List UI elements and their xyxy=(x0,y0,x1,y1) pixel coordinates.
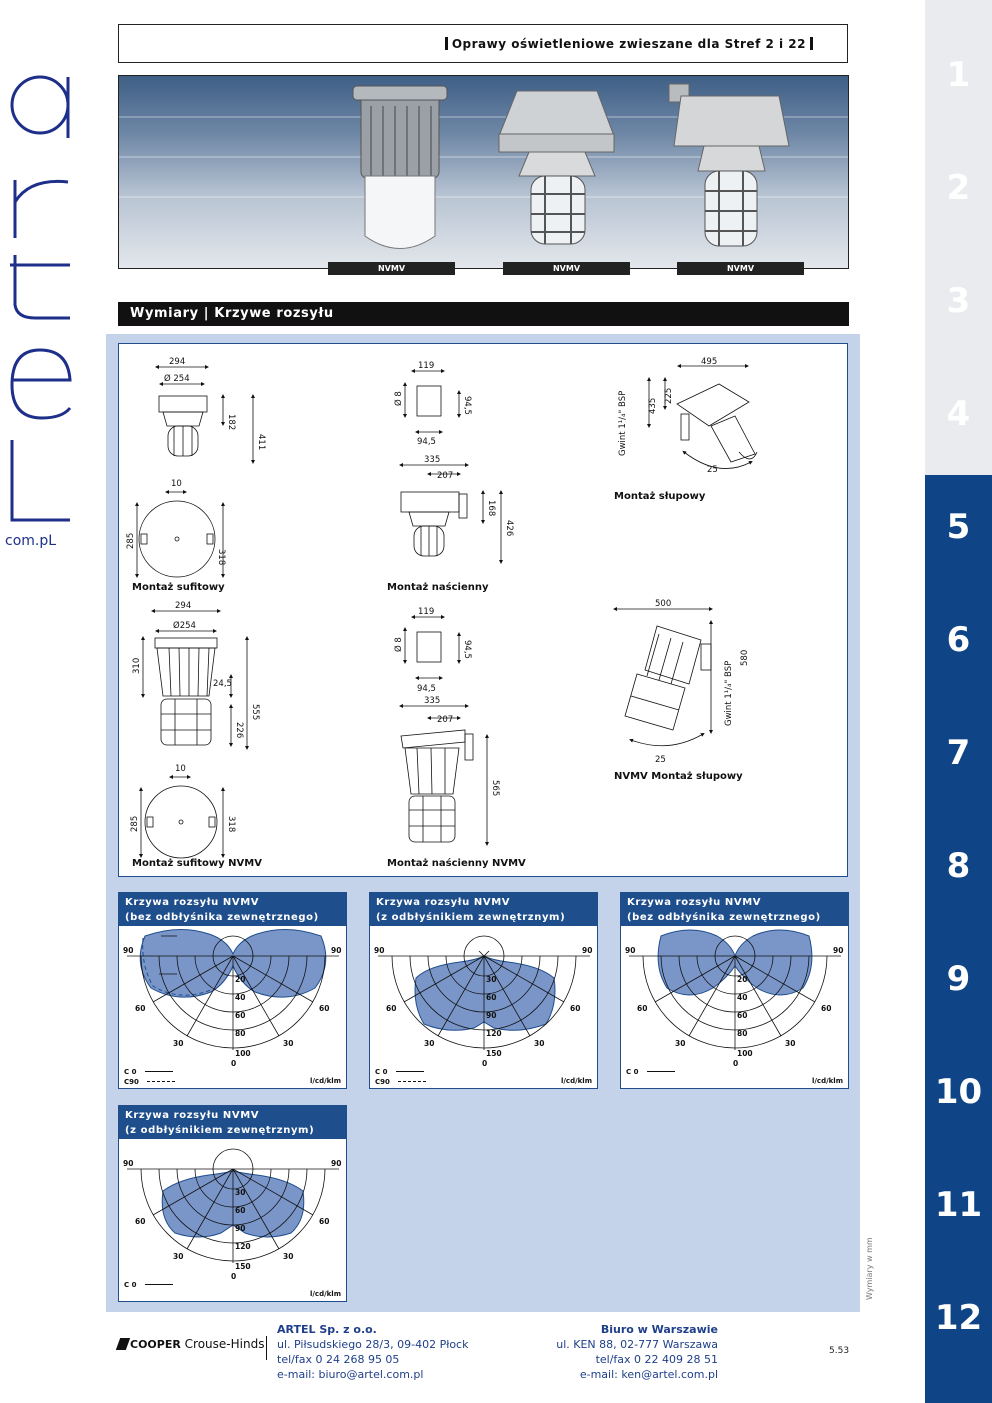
svg-text:94,5: 94,5 xyxy=(417,437,436,447)
warsaw-office-contact: Biuro w Warszawie ul. KEN 88, 02-777 Warszawa tel/fax 0 22 409 28 51 e-mail: ken@artel.com.pl xyxy=(556,1323,718,1381)
svg-text:10: 10 xyxy=(171,479,182,489)
svg-text:Ø254: Ø254 xyxy=(173,621,196,631)
caption-wall: Montaż naścienny xyxy=(387,582,489,593)
legend-c90: C90 xyxy=(375,1078,426,1086)
section-title: Wymiary | Krzywe rozsyłu xyxy=(118,302,849,326)
svg-text:90: 90 xyxy=(235,1224,246,1233)
svg-text:90: 90 xyxy=(331,1159,342,1168)
svg-text:0: 0 xyxy=(231,1059,237,1068)
svg-text:168: 168 xyxy=(486,500,496,517)
caption-pole-nvmv: NVMV Montaż słupowy xyxy=(614,771,743,782)
svg-text:0: 0 xyxy=(482,1059,488,1068)
chapter-tab-8[interactable]: 8 xyxy=(946,846,971,886)
svg-text:119: 119 xyxy=(418,607,435,617)
svg-text:60: 60 xyxy=(235,1206,246,1215)
svg-text:207: 207 xyxy=(437,471,454,481)
legend-c0: C 0 xyxy=(124,1281,173,1289)
svg-text:60: 60 xyxy=(737,1011,748,1020)
svg-text:150: 150 xyxy=(235,1262,251,1271)
polar-chart-title: Krzywa rozsyłu NVMV (bez odbłyśnika zewnętrznego) xyxy=(621,893,848,926)
page-number: 5.53 xyxy=(829,1346,850,1356)
chapter-tab-9[interactable]: 9 xyxy=(946,959,971,999)
chapter-tab-4[interactable]: 4 xyxy=(946,394,971,434)
svg-text:310: 310 xyxy=(132,657,142,674)
svg-text:30: 30 xyxy=(283,1039,294,1048)
svg-text:580: 580 xyxy=(740,649,750,666)
svg-text:90: 90 xyxy=(331,946,342,955)
chapter-tab-7[interactable]: 7 xyxy=(946,733,971,773)
svg-text:30: 30 xyxy=(283,1252,294,1261)
product-photo xyxy=(118,75,849,269)
svg-text:90: 90 xyxy=(486,1011,497,1020)
caption-ceiling-nvmv: Montaż sufitowy NVMV xyxy=(132,858,262,869)
svg-text:60: 60 xyxy=(319,1004,330,1013)
active-tab-band xyxy=(925,475,992,1403)
svg-text:285: 285 xyxy=(130,815,140,832)
product-label-1: NVMV xyxy=(328,262,455,275)
svg-text:30: 30 xyxy=(424,1039,435,1048)
polar-chart-title: Krzywa rozsyłu NVMV (bez odbłyśnika zewnętrznego) xyxy=(119,893,346,926)
page-title: Oprawy oświetleniowe zwieszane dla Stref 2 i 22 xyxy=(451,37,806,51)
svg-text:285: 285 xyxy=(126,532,136,549)
polar-unit: l/cd/klm xyxy=(811,1077,843,1085)
svg-text:30: 30 xyxy=(785,1039,796,1048)
chapter-tab-2[interactable]: 2 xyxy=(946,168,971,208)
svg-text:318: 318 xyxy=(216,549,226,566)
polar-chart-4 xyxy=(118,1105,347,1302)
svg-text:60: 60 xyxy=(235,1011,246,1020)
chapter-tab-12[interactable]: 12 xyxy=(934,1298,983,1338)
svg-text:226: 226 xyxy=(234,722,244,739)
svg-text:30: 30 xyxy=(235,1188,246,1197)
svg-text:318: 318 xyxy=(226,816,236,833)
svg-text:30: 30 xyxy=(675,1039,686,1048)
side-note: Wymiary w mm xyxy=(865,1237,874,1300)
legend-c0: C 0 xyxy=(375,1068,424,1076)
svg-text:24,5: 24,5 xyxy=(213,679,232,689)
svg-text:90: 90 xyxy=(123,946,134,955)
logo-domain: com.pL xyxy=(5,533,57,549)
svg-text:94,5: 94,5 xyxy=(417,684,436,694)
svg-text:30: 30 xyxy=(534,1039,545,1048)
company-contact: ARTEL Sp. z o.o. ul. Piłsudskiego 28/3, 09-402 Płock tel/fax 0 24 268 95 05 e-mail: biuro@artel.com.pl xyxy=(277,1323,469,1381)
svg-text:207: 207 xyxy=(437,715,454,725)
svg-text:40: 40 xyxy=(235,993,246,1002)
svg-text:80: 80 xyxy=(235,1029,246,1038)
svg-text:25: 25 xyxy=(655,755,666,765)
svg-text:60: 60 xyxy=(386,1004,397,1013)
luminaire-1-image xyxy=(353,86,447,249)
drawing-pole-mount-nvmv xyxy=(615,609,711,746)
svg-text:90: 90 xyxy=(374,946,385,955)
svg-text:Ø 8: Ø 8 xyxy=(394,391,404,406)
svg-text:411: 411 xyxy=(256,434,266,451)
svg-text:Gwint 1¹/₄" BSP: Gwint 1¹/₄" BSP xyxy=(724,660,734,726)
chapter-tab-10[interactable]: 10 xyxy=(934,1072,983,1112)
svg-text:30: 30 xyxy=(486,975,497,984)
svg-text:20: 20 xyxy=(235,975,246,984)
chapter-tab-6[interactable]: 6 xyxy=(946,620,971,660)
svg-text:0: 0 xyxy=(231,1272,237,1281)
svg-text:435: 435 xyxy=(648,397,658,414)
polar-unit: l/cd/klm xyxy=(309,1290,341,1298)
product-label-3: NVMV xyxy=(677,262,804,275)
polar-unit: l/cd/klm xyxy=(309,1077,341,1085)
caption-pole: Montaż słupowy xyxy=(614,491,706,502)
svg-text:Ø 8: Ø 8 xyxy=(394,637,404,652)
svg-text:60: 60 xyxy=(135,1217,146,1226)
svg-text:Ø 254: Ø 254 xyxy=(164,374,190,384)
cooper-logo: COOPER Crouse-Hinds xyxy=(118,1337,264,1351)
svg-text:10: 10 xyxy=(175,764,186,774)
legend-c0: C 0 xyxy=(626,1068,675,1076)
svg-text:90: 90 xyxy=(625,946,636,955)
luminaire-2-image xyxy=(499,91,614,244)
svg-text:Gwint 1¹/₄" BSP: Gwint 1¹/₄" BSP xyxy=(618,390,628,456)
svg-text:426: 426 xyxy=(504,520,514,537)
legend-c90: C90 xyxy=(124,1078,175,1086)
svg-text:0: 0 xyxy=(733,1059,739,1068)
svg-text:100: 100 xyxy=(235,1049,251,1058)
svg-text:30: 30 xyxy=(173,1039,184,1048)
dimension-drawings xyxy=(118,343,848,877)
polar-chart-2 xyxy=(369,892,598,1089)
svg-text:80: 80 xyxy=(737,1029,748,1038)
polar-chart-1 xyxy=(118,892,347,1089)
svg-text:60: 60 xyxy=(637,1004,648,1013)
svg-text:60: 60 xyxy=(486,993,497,1002)
drawing-ceiling-mount xyxy=(137,367,253,577)
svg-text:182: 182 xyxy=(226,414,236,431)
artel-logo xyxy=(0,60,80,560)
svg-text:60: 60 xyxy=(135,1004,146,1013)
drawing-pole-mount xyxy=(649,366,757,469)
svg-text:120: 120 xyxy=(486,1029,502,1038)
svg-text:565: 565 xyxy=(490,780,500,797)
svg-text:90: 90 xyxy=(123,1159,134,1168)
svg-text:60: 60 xyxy=(570,1004,581,1013)
svg-text:90: 90 xyxy=(582,946,593,955)
drawing-wall-mount xyxy=(401,371,501,562)
chapter-tab-11[interactable]: 11 xyxy=(934,1185,983,1225)
svg-text:495: 495 xyxy=(701,357,718,367)
svg-text:294: 294 xyxy=(175,601,192,611)
office-email[interactable]: e-mail: ken@artel.com.pl xyxy=(579,1368,718,1381)
polar-unit: l/cd/klm xyxy=(560,1077,592,1085)
svg-text:335: 335 xyxy=(424,696,441,706)
product-label-2: NVMV xyxy=(503,262,630,275)
svg-text:150: 150 xyxy=(486,1049,502,1058)
svg-text:94,5: 94,5 xyxy=(462,640,472,659)
caption-ceiling: Montaż sufitowy xyxy=(132,582,225,593)
polar-chart-title: Krzywa rozsyłu NVMV (z odbłyśnikiem zewnętrznym) xyxy=(119,1106,346,1139)
svg-text:120: 120 xyxy=(235,1242,251,1251)
company-email[interactable]: e-mail: biuro@artel.com.pl xyxy=(277,1368,424,1381)
drawing-wall-mount-nvmv xyxy=(401,617,487,844)
svg-text:555: 555 xyxy=(250,704,260,721)
svg-text:60: 60 xyxy=(319,1217,330,1226)
svg-text:225: 225 xyxy=(664,387,674,404)
svg-text:30: 30 xyxy=(173,1252,184,1261)
polar-chart-title: Krzywa rozsyłu NVMV (z odbłyśnikiem zewnętrznym) xyxy=(370,893,597,926)
chapter-tab-3[interactable]: 3 xyxy=(946,281,971,321)
svg-text:119: 119 xyxy=(418,361,435,371)
svg-text:90: 90 xyxy=(833,946,844,955)
chapter-tab-1[interactable]: 1 xyxy=(946,55,971,95)
svg-text:94,5: 94,5 xyxy=(462,396,472,415)
svg-text:100: 100 xyxy=(737,1049,753,1058)
header-title-wrap xyxy=(441,37,817,51)
luminaire-3-image xyxy=(669,84,789,246)
svg-text:60: 60 xyxy=(821,1004,832,1013)
svg-text:20: 20 xyxy=(737,975,748,984)
page-header xyxy=(118,24,848,63)
svg-text:25: 25 xyxy=(707,465,718,475)
chapter-tab-5[interactable]: 5 xyxy=(946,507,971,547)
svg-text:40: 40 xyxy=(737,993,748,1002)
legend-c0: C 0 xyxy=(124,1068,173,1076)
svg-text:294: 294 xyxy=(169,357,186,367)
svg-text:335: 335 xyxy=(424,455,441,465)
caption-wall-nvmv: Montaż naścienny NVMV xyxy=(387,858,526,869)
polar-chart-3 xyxy=(620,892,849,1089)
svg-text:500: 500 xyxy=(655,599,672,609)
